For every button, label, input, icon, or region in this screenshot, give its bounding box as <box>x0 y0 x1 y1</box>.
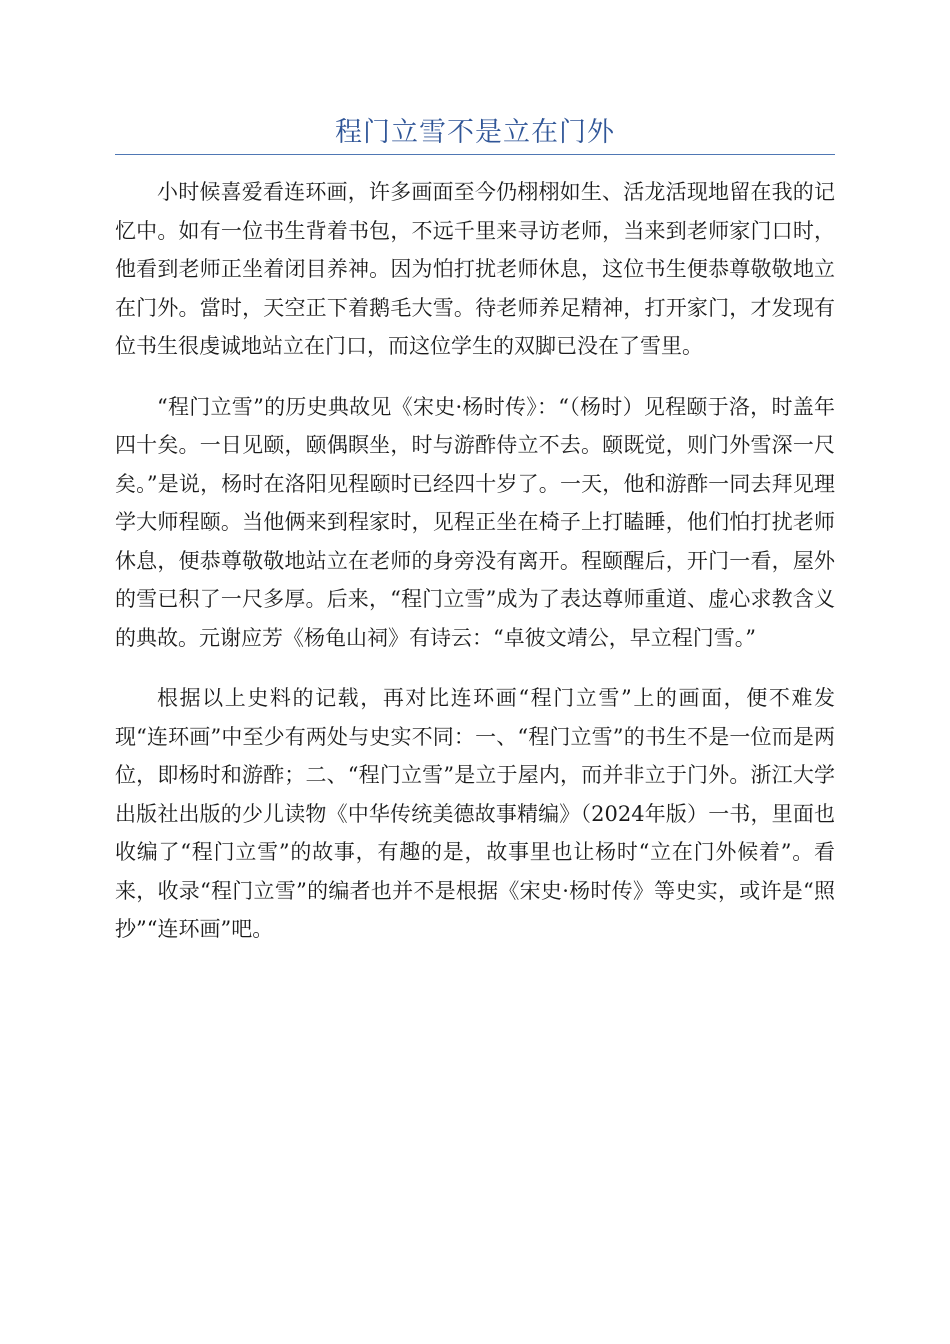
paragraph-3: 根据以上史料的记载，再对比连环画“程门立雪”上的画面，便不难发现“连环画”中至少有两处与史实不同：一、“程门立雪”的书生不是一位而是两位，即杨时和游酢；二、“程门立雪”是立于屋内，而并非立于门外。浙江大学出版社出版的少儿读物《中华传统美德故事精编》（2024年版）一书，里面也收编了“程门立雪”的故事，有趣的是，故事里也让杨时“立在门外候着”。看来，收录“程门立雪”的编者也并不是根据《宋史·杨时传》等史实，或许是“照抄”“连环画”吧。 <box>115 686 835 941</box>
page-title: 程门立雪不是立在门外 <box>115 111 835 155</box>
paragraph-2: “程门立雪”的历史典故见《宋史·杨时传》：“（杨时）见程颐于洛，时盖年四十矣。一日见颐，颐偶瞑坐，时与游酢侍立不去。颐既觉，则门外雪深一尺矣。”是说，杨时在洛阳见程颐时已经四十岁了。一天，他和游酢一同去拜见理学大师程颐。当他俩来到程家时，见程正坐在椅子上打瞌睡，他们怕打扰老师休息，便恭尊敬敬地站立在老师的身旁没有离开。程颐醒后，开门一看，屋外的雪已积了一尺多厚。后来，“程门立雪”成为了表达尊师重道、虚心求教含义的典故。元谢应芳《杨龟山祠》有诗云：“卓彼文靖公，早立程门雪。” <box>115 394 835 650</box>
article-body <box>115 173 835 971</box>
paragraph-1: 小时候喜爱看连环画，许多画面至今仍栩栩如生、活龙活现地留在我的记忆中。如有一位书生背着书包，不远千里来寻访老师，当来到老师家门口时，他看到老师正坐着闭目养神。因为怕打扰老师休息，这位书生便恭尊敬敬地立在门外。當时，天空正下着鹅毛大雪。待老师养足精神，打开家门，才发现有位书生很虔诚地站立在门口，而这位学生的双脚已没在了雪里。 <box>115 180 835 358</box>
